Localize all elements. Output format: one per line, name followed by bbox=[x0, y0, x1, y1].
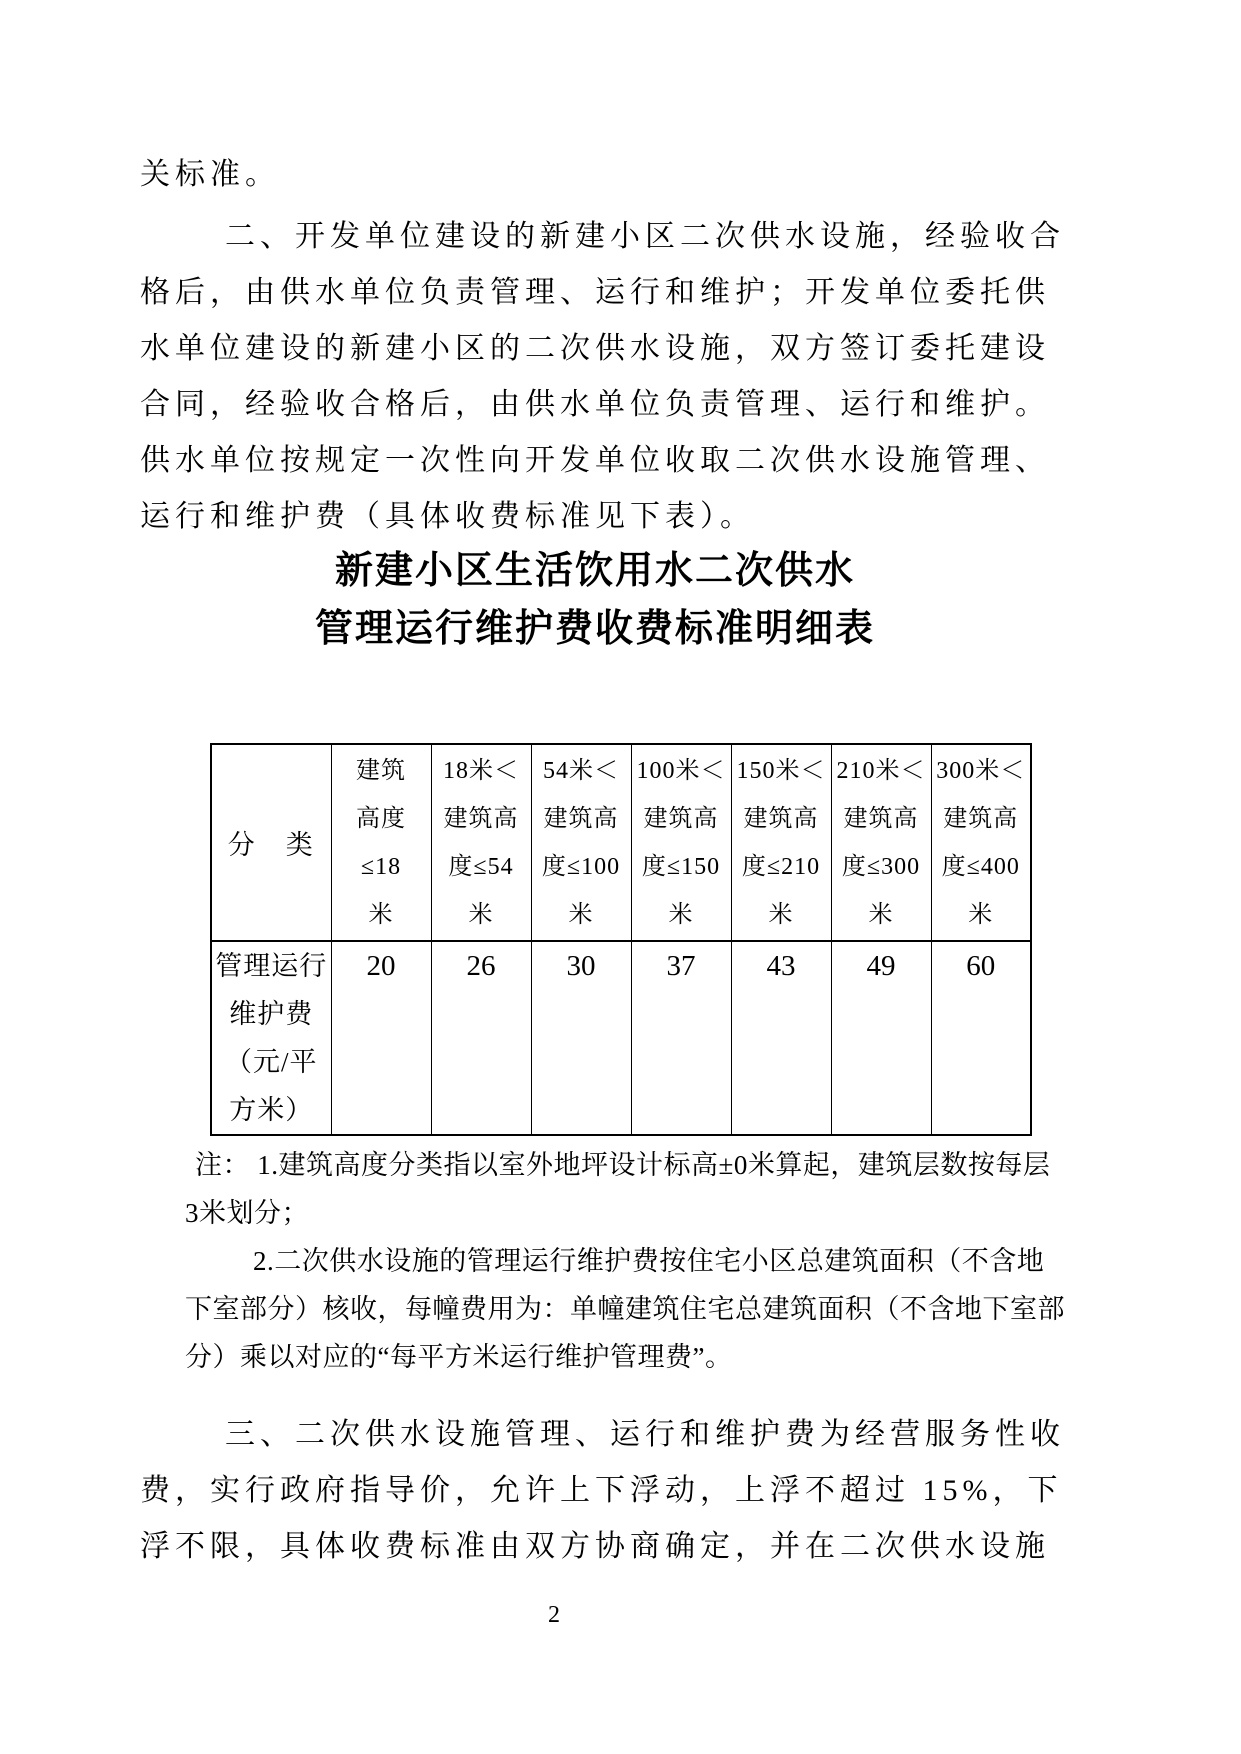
note-line: 注： 1.建筑高度分类指以室外地坪设计标高±0米算起，建筑层数按每层 bbox=[195, 1150, 1051, 1180]
text-line: 运行和维护费（具体收费标准见下表）。 bbox=[140, 500, 755, 533]
table-title-line: 新建小区生活饮用水二次供水 bbox=[334, 550, 855, 592]
fee-table-wrapper bbox=[210, 743, 1032, 1136]
corner-header-label: 分 类 bbox=[227, 830, 315, 860]
table-title bbox=[140, 542, 1050, 658]
fee-table-value-cell: 43 bbox=[731, 941, 831, 1135]
fee-table-value-cell: 37 bbox=[631, 941, 731, 1135]
note-line: 3米划分； bbox=[185, 1198, 309, 1228]
paragraph-continuation bbox=[140, 147, 1050, 203]
body-paragraph-two bbox=[140, 209, 1065, 545]
text-line: 关标准。 bbox=[140, 158, 280, 191]
note-line: 2.二次供水设施的管理运行维护费按住宅小区总建筑面积（不含地 bbox=[253, 1246, 1045, 1276]
table-title-line: 管理运行维护费收费标准明细表 bbox=[314, 608, 875, 650]
note-line: 下室部分）核收，每幢费用为：单幢建筑住宅总建筑面积（不含地下室部 bbox=[185, 1294, 1065, 1324]
fee-table-corner-cell bbox=[211, 744, 331, 941]
text-line: 水单位建设的新建小区的二次供水设施，双方签订委托建设 bbox=[140, 332, 1050, 365]
fee-table-header-cell: 100米＜ 建筑高 度≤150 米 bbox=[631, 744, 731, 941]
fee-table-value-cell: 26 bbox=[431, 941, 531, 1135]
fee-table-value-cell: 49 bbox=[831, 941, 931, 1135]
fee-table-value-cell: 30 bbox=[531, 941, 631, 1135]
fee-table-value-cell: 20 bbox=[331, 941, 431, 1135]
fee-table-data-row bbox=[211, 941, 1031, 1135]
fee-table-header-cell: 18米＜ 建筑高 度≤54 米 bbox=[431, 744, 531, 941]
note-line: 分）乘以对应的“每平方米运行维护管理费”。 bbox=[185, 1342, 733, 1372]
text-line: 三、二次供水设施管理、运行和维护费为经营服务性收 bbox=[225, 1418, 1065, 1451]
fee-table bbox=[210, 743, 1032, 1136]
text-line: 费，实行政府指导价，允许上下浮动，上浮不超过 15%，下 bbox=[140, 1474, 1063, 1507]
table-notes bbox=[185, 1141, 1065, 1381]
text-line: 二、开发单位建设的新建小区二次供水设施，经验收合 bbox=[225, 220, 1065, 253]
fee-table-header-row bbox=[211, 744, 1031, 941]
fee-table-header-cell: 54米＜ 建筑高 度≤100 米 bbox=[531, 744, 631, 941]
fee-table-header-cell: 300米＜ 建筑高 度≤400 米 bbox=[931, 744, 1031, 941]
text-line: 合同，经验收合格后，由供水单位负责管理、运行和维护。 bbox=[140, 388, 1050, 421]
fee-table-header-cell: 210米＜ 建筑高 度≤300 米 bbox=[831, 744, 931, 941]
fee-table-header-cell: 150米＜ 建筑高 度≤210 米 bbox=[731, 744, 831, 941]
text-line: 格后，由供水单位负责管理、运行和维护；开发单位委托供 bbox=[140, 276, 1050, 309]
fee-table-row-header: 管理运行 维护费 （元/平 方米） bbox=[211, 941, 331, 1135]
text-line: 浮不限，具体收费标准由双方协商确定，并在二次供水设施 bbox=[140, 1530, 1050, 1563]
fee-table-value-cell: 60 bbox=[931, 941, 1031, 1135]
page-number: 2 bbox=[548, 1602, 560, 1628]
body-paragraph-three bbox=[140, 1407, 1065, 1575]
text-line: 供水单位按规定一次性向开发单位收取二次供水设施管理、 bbox=[140, 444, 1050, 477]
fee-table-header-cell: 建筑 高度 ≤18 米 bbox=[331, 744, 431, 941]
